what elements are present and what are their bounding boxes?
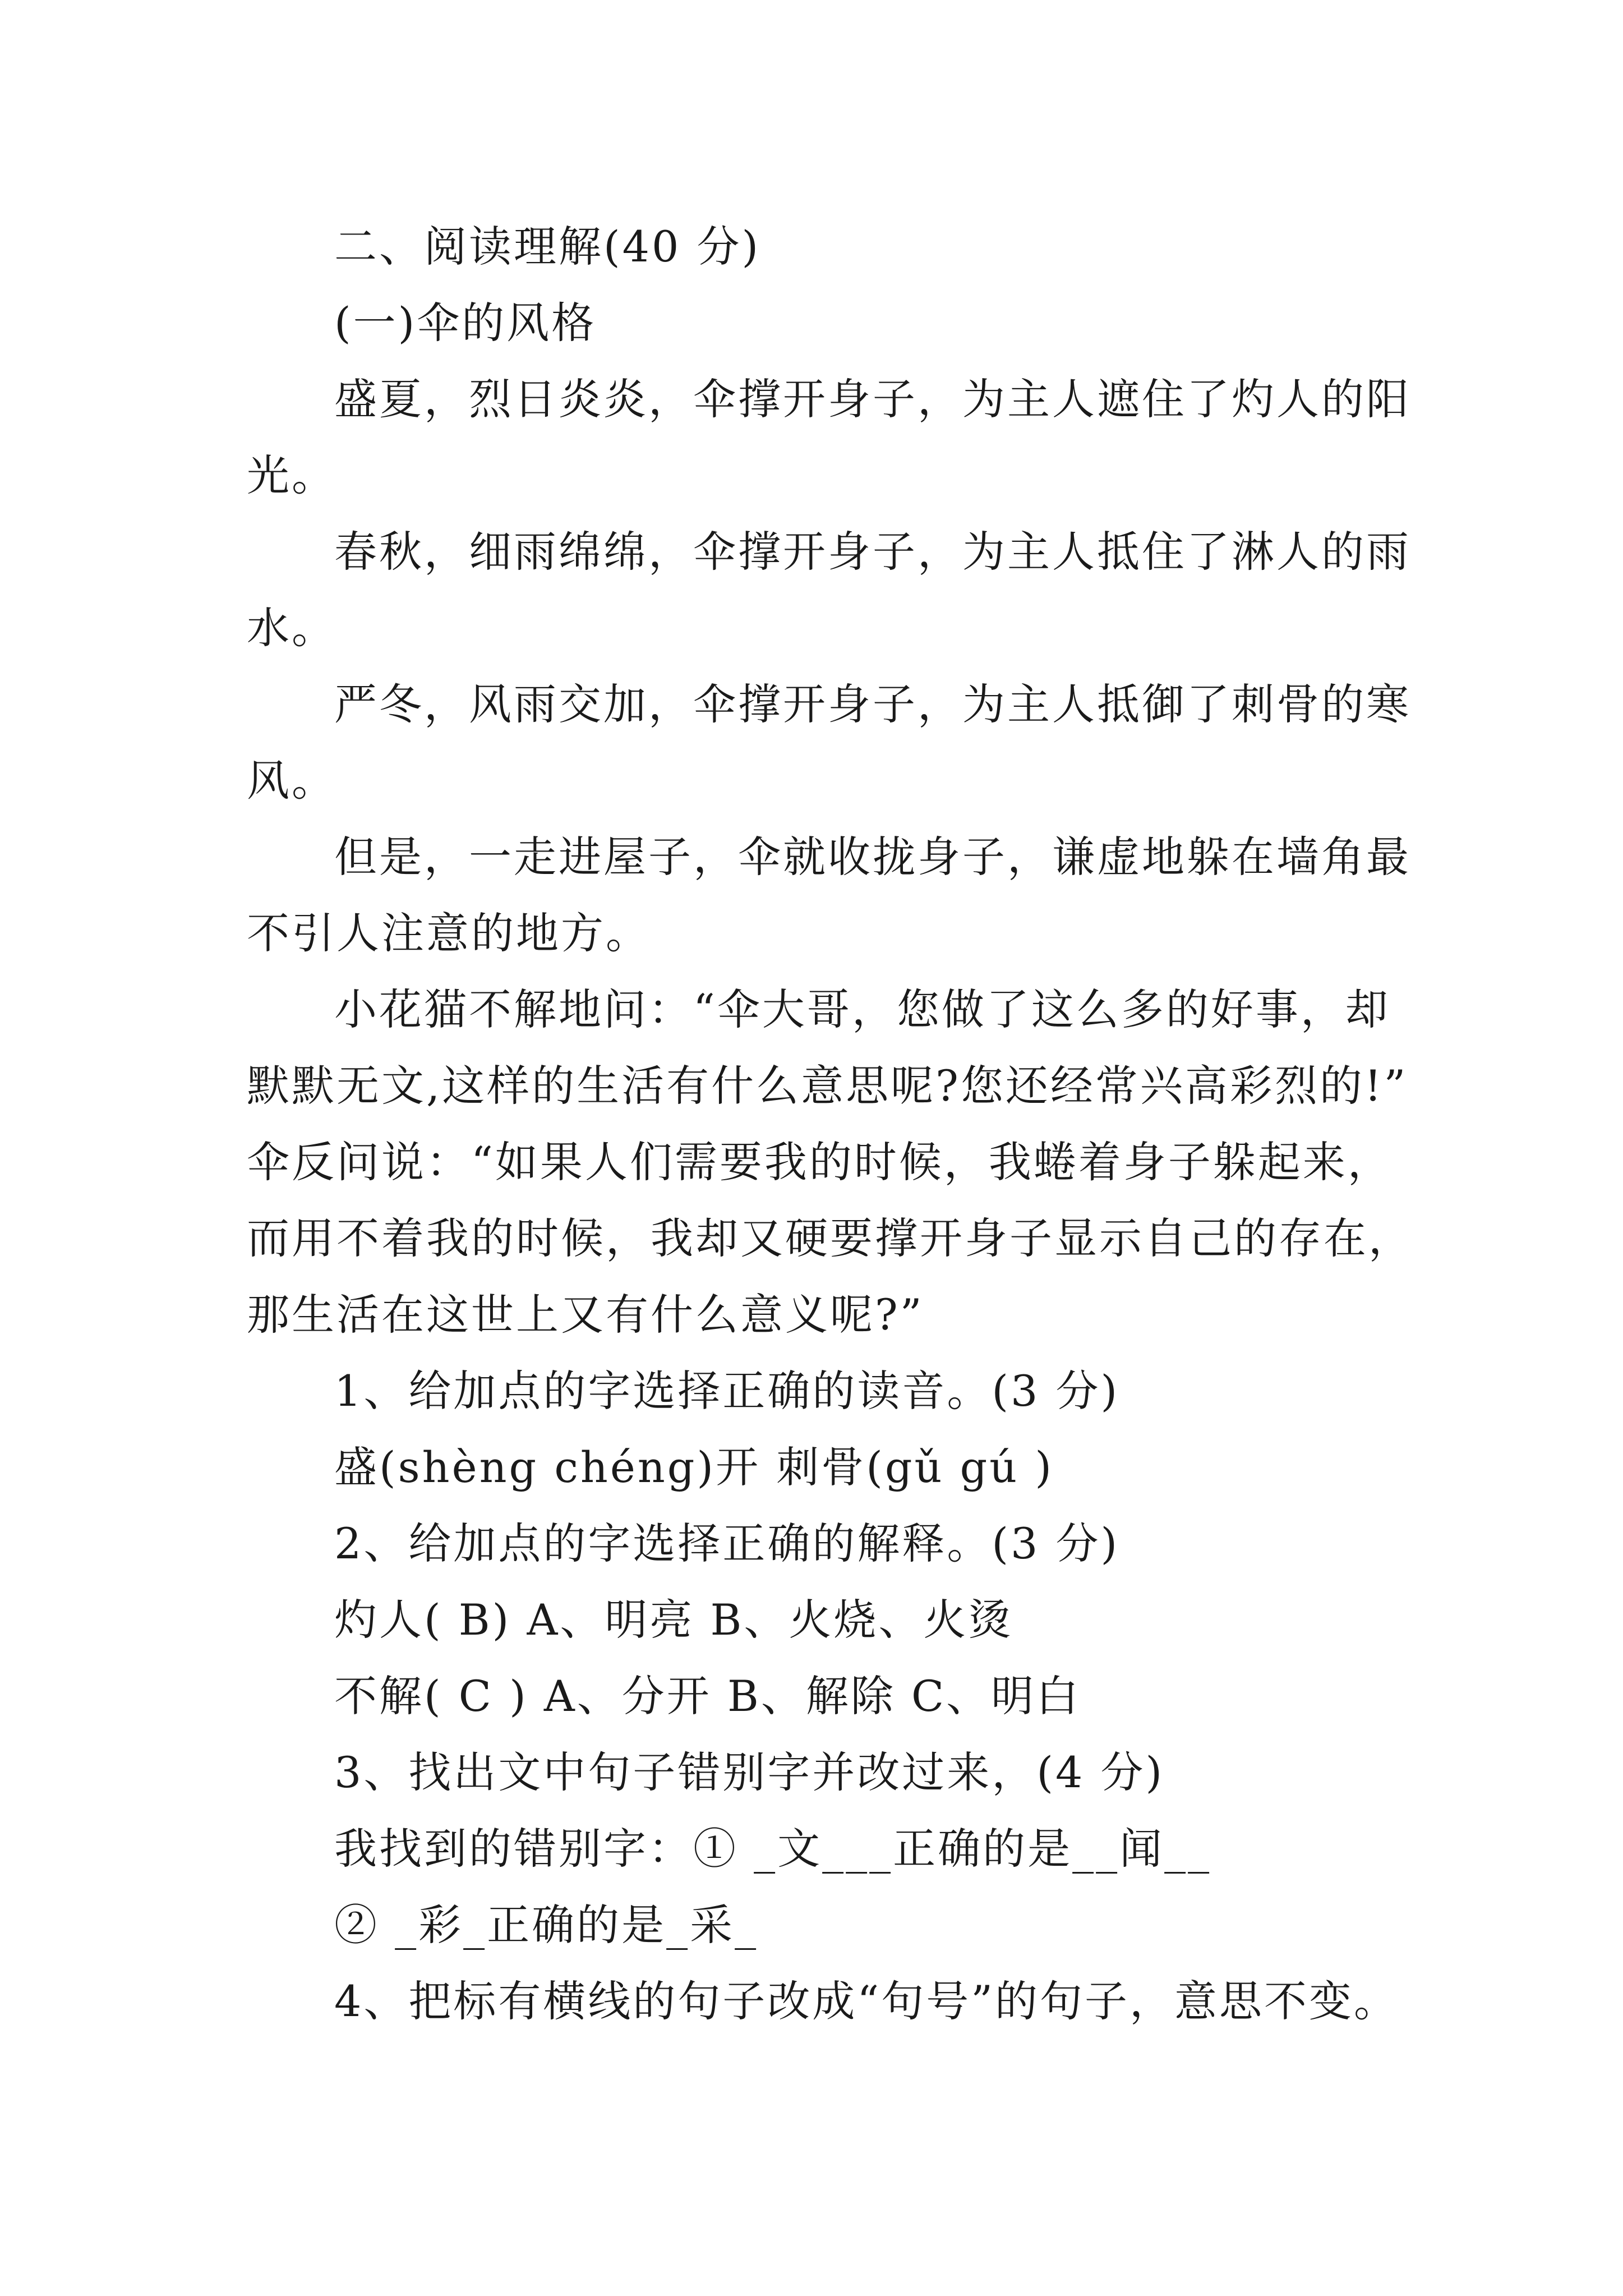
question-3: 3、找出文中句子错别字并改过来，(4 分) [334,1747,1165,1797]
paragraph-line: 伞反问说：“如果人们需要我的时候，我蜷着身子躲起来， [247,1137,1393,1187]
paragraph-line: 默默无文,这样的生活有什么意思呢?您还经常兴高彩烈的!” [247,1061,1408,1111]
paragraph-line: 春秋，细雨绵绵，伞撑开身子，为主人抵住了淋人的雨 [334,527,1411,577]
answer-line: 盛(shèng chéng)开 刺骨(gǔ gú ) [334,1442,1054,1492]
paragraph-line: 而用不着我的时候，我却又硬要撑开身子显示自己的存在， [247,1213,1413,1263]
paragraph-line: 光。 [247,450,336,500]
passage-title: (一)伞的风格 [334,298,597,348]
paragraph-line: 风。 [247,756,336,806]
paragraph-line: 那生活在这世上又有什么意义呢?” [247,1290,924,1340]
paragraph-line: 小花猫不解地问：“伞大哥，您做了这么多的好事，却 [334,984,1390,1034]
document-body [247,209,1413,2040]
paragraph-line: 不引人注意的地方。 [247,908,651,958]
answer-line: 灼人( B) A、明亮 B、火烧、火烫 [334,1595,1013,1645]
answer-line: ② _彩_正确的是_采_ [334,1900,759,1950]
paragraph-line: 但是，一走进屋子，伞就收拢身子，谦虚地躲在墙角最 [334,832,1411,882]
question-2: 2、给加点的字选择正确的解释。(3 分) [334,1519,1120,1568]
paragraph-line: 盛夏，烈日炎炎，伞撑开身子，为主人遮住了灼人的阳 [334,374,1411,424]
paragraph-line: 严冬，风雨交加，伞撑开身子，为主人抵御了刺骨的寒 [334,679,1411,729]
section-heading: 二、阅读理解(40 分) [334,222,761,272]
answer-line: 不解( C ) A、分开 B、解除 C、明白 [334,1671,1081,1721]
paragraph-line: 水。 [247,603,336,653]
question-4: 4、把标有横线的句子改成“句号”的句子，意思不变。 [334,1976,1399,2026]
question-1: 1、给加点的字选择正确的读音。(3 分) [334,1366,1120,1416]
answer-line: 我找到的错别字：① _文___正确的是__闻__ [334,1824,1212,1874]
